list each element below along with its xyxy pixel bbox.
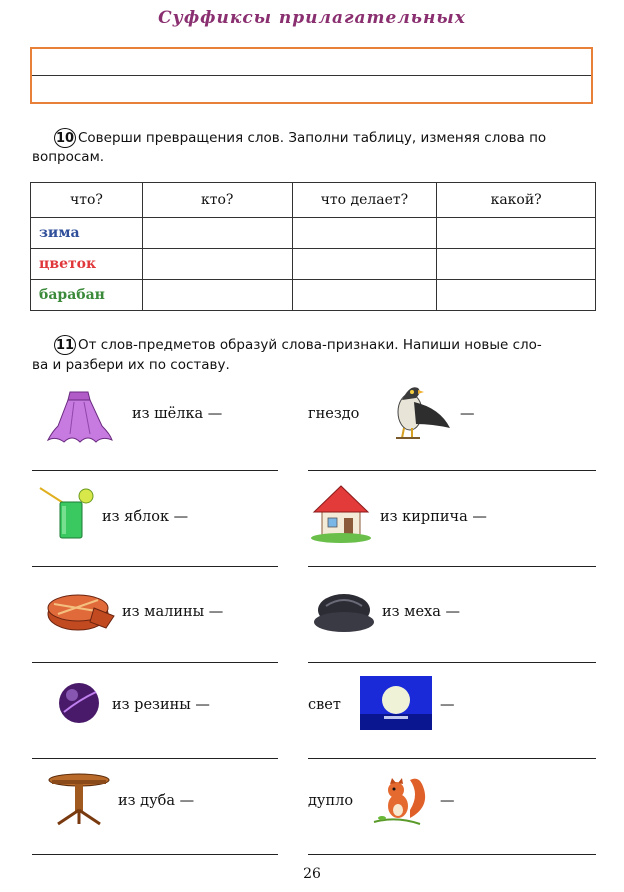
page-title: Суффиксы прилагательных	[158, 8, 466, 28]
skirt-picture	[44, 388, 116, 444]
squirrel-picture	[370, 770, 432, 830]
frame-middle-line	[32, 75, 591, 76]
item-phrase-rubber: из резины —	[112, 697, 210, 713]
juice-glass-picture	[38, 482, 98, 542]
item-word-nest: гнездо	[308, 406, 360, 422]
answer-cell[interactable]	[292, 249, 437, 280]
table-header-row	[31, 183, 596, 218]
task-10-number: 10	[54, 128, 76, 148]
task-10-text-line2: вопросам.	[32, 149, 105, 165]
answer-cell[interactable]	[142, 218, 292, 249]
item-dash-falcon: —	[460, 406, 475, 422]
table-row	[31, 280, 596, 311]
item-phrase-brick: из кирпича —	[380, 509, 487, 525]
item-phrase-apples: из яблок —	[102, 509, 189, 525]
answer-line[interactable]	[32, 662, 278, 663]
word-transform-table	[30, 182, 596, 311]
answer-line[interactable]	[308, 662, 596, 663]
header-cell-what: что?	[31, 183, 143, 218]
answer-cell[interactable]	[142, 280, 292, 311]
item-word-hollow: дупло	[308, 793, 354, 809]
task-11-text-line2: ва и разбери их по составу.	[32, 357, 230, 373]
item-word-light: свет	[308, 697, 341, 713]
item-dash-moon: —	[440, 697, 455, 713]
answer-line[interactable]	[308, 470, 596, 471]
answer-line[interactable]	[308, 566, 596, 567]
falcon-picture	[380, 380, 452, 444]
answer-cell[interactable]	[437, 280, 596, 311]
task-10-text-line1: Соверши превращения слов. Заполни таблицу, изменяя слова по	[78, 130, 547, 146]
brick-house-picture	[308, 480, 374, 544]
task-11-text-line1: От слов-предметов образуй слова-признаки. Напиши новые сло-	[78, 337, 542, 353]
answer-cell[interactable]	[437, 249, 596, 280]
table-row	[31, 249, 596, 280]
answer-line[interactable]	[32, 566, 278, 567]
row-word: зима	[31, 218, 143, 249]
item-phrase-fur: из меха —	[382, 604, 460, 620]
handwriting-lines-frame[interactable]	[30, 47, 593, 104]
rubber-ball-picture	[56, 680, 102, 726]
wooden-table-picture	[46, 770, 112, 826]
answer-line[interactable]	[308, 854, 596, 855]
answer-line[interactable]	[32, 758, 278, 759]
item-phrase-raspberry: из малины —	[122, 604, 224, 620]
header-cell-which: какой?	[437, 183, 596, 218]
task-11-number: 11	[54, 335, 76, 355]
item-phrase-silk: из шёлка —	[132, 406, 223, 422]
raspberry-pie-picture	[44, 588, 116, 634]
task-11-instruction	[54, 335, 599, 355]
answer-cell[interactable]	[292, 280, 437, 311]
row-word: барабан	[31, 280, 143, 311]
header-cell-what-does: что делает?	[292, 183, 437, 218]
answer-cell[interactable]	[292, 218, 437, 249]
fur-hat-picture	[312, 590, 376, 636]
moon-picture	[360, 676, 432, 730]
header-cell-who: кто?	[142, 183, 292, 218]
answer-line[interactable]	[32, 470, 278, 471]
answer-cell[interactable]	[437, 218, 596, 249]
answer-line[interactable]	[308, 758, 596, 759]
row-word: цветок	[31, 249, 143, 280]
item-dash-squirrel: —	[440, 793, 455, 809]
page-number: 26	[303, 866, 321, 882]
item-phrase-oak: из дуба —	[118, 793, 195, 809]
task-10-instruction	[54, 128, 599, 148]
answer-cell[interactable]	[142, 249, 292, 280]
table-row	[31, 218, 596, 249]
answer-line[interactable]	[32, 854, 278, 855]
